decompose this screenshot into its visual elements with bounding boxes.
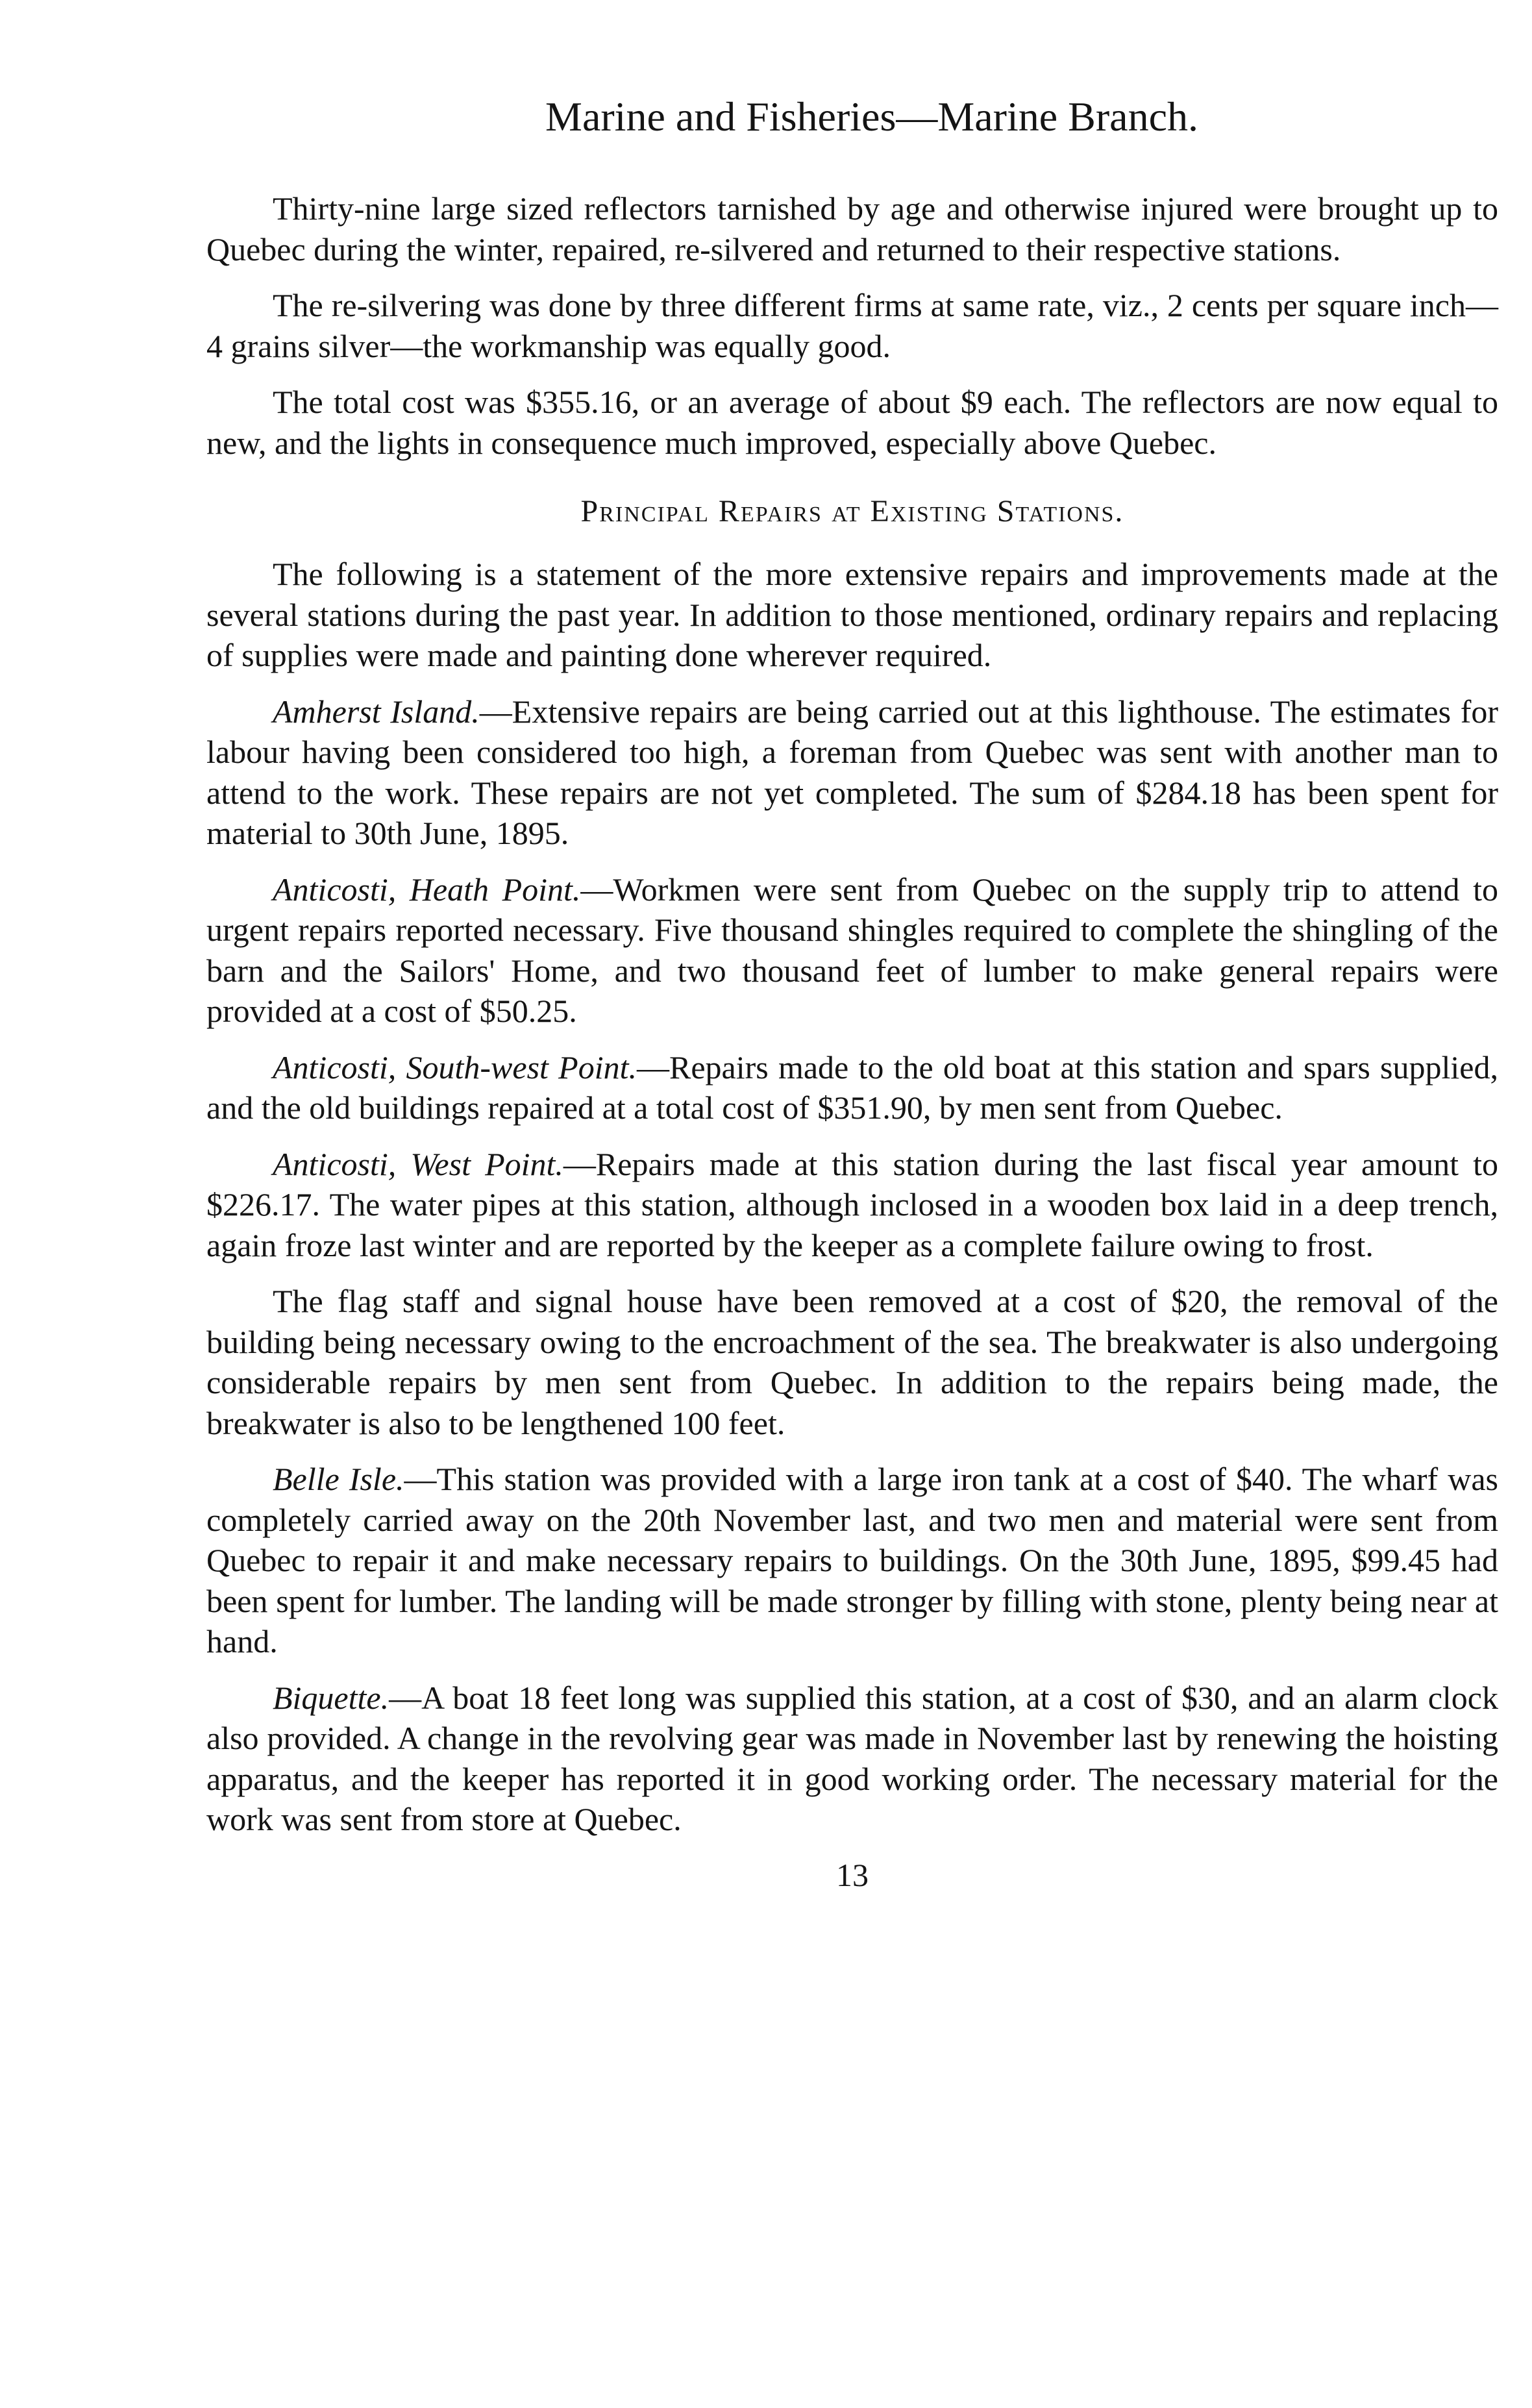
intro-paragraph-resilvering: The re-silvering was done by three different firms at same rate, viz., 2 cents per square inch—4 grains silver—the workmanship was equally good. [206, 287, 1498, 364]
intro-paragraph-total-cost: The total cost was $355.16, or an average of about $9 each. The reflectors are now equal to new, and the lights in consequence much improved, especially above Quebec. [206, 384, 1498, 461]
station-text: —Repairs made at this station during the last fiscal year amount to $226.17. The water pipes at this station, although inclosed in a wooden box laid in a deep trench, again froze last winter and are reported by the keeper as a complete failure owing to frost. [206, 1145, 1498, 1263]
station-text: —Workmen were sent from Quebec on the supply trip to attend to urgent repairs reported necessary. Five thousand shingles required to complete the shingling of the barn and the Sailors' Home, and two thousand feet of lumber to make general repairs were provided at a cost of $50.25. [206, 871, 1498, 1029]
station-paragraph-south-west-point [206, 1047, 1498, 1128]
station-name: Belle Isle. [273, 1461, 404, 1497]
station-text: —A boat 18 feet long was supplied this station, at a cost of $30, and an alarm clock also provided. A change in the revolving gear was made in November last by renewing the hoisting apparatus, and the keeper has reported it in good working order. The necessary material for the work was sent from store at Quebec. [206, 1679, 1498, 1837]
west-point-continued-paragraph: The flag staff and signal house have been removed at a cost of $20, the removal of the building being necessary owing to the encroachment of the sea. The breakwater is also undergoing considerable repairs by men sent from Quebec. In addition to the repairs being made, the breakwater is also to be lengthened 100 feet. [206, 1283, 1498, 1441]
station-name: Anticosti, Heath Point. [273, 871, 581, 908]
station-text: —Extensive repairs are being carried out at this lighthouse. The estimates for labour having been considered too high, a foreman from Quebec was sent with another man to attend to the work. These repairs are not yet completed. The sum of $284.18 has been spent for material to 30th June, 1895. [206, 693, 1498, 851]
station-name: Amherst Island. [273, 693, 480, 730]
document-page [206, 91, 1498, 1894]
station-paragraph-west-point [206, 1144, 1498, 1266]
station-name: Anticosti, South-west Point. [273, 1049, 637, 1086]
station-paragraph-amherst-island [206, 691, 1498, 854]
section-intro-paragraph: The following is a statement of the more extensive repairs and improvements made at the several stations during the past year. In addition to those mentioned, ordinary repairs and replacing of supplies were made and painting done wherever required. [206, 556, 1498, 673]
section-heading: Principal Repairs at Existing Stations. [580, 494, 1124, 528]
intro-paragraph-reflectors: Thirty-nine large sized reflectors tarnished by age and otherwise injured were brought up to Quebec during the winter, repaired, re-silvered and returned to their respective stations. [206, 190, 1498, 267]
station-name: Anticosti, West Point. [273, 1145, 563, 1182]
station-paragraph-biquette [206, 1678, 1498, 1840]
page-number: 13 [836, 1856, 869, 1893]
station-name: Biquette. [273, 1679, 389, 1716]
running-head: Marine and Fisheries—Marine Branch. [545, 93, 1198, 140]
station-text: —Repairs made to the old boat at this station and spars supplied, and the old buildings repaired at a total cost of $351.90, by men sent from Quebec. [206, 1049, 1498, 1126]
station-paragraph-belle-isle [206, 1459, 1498, 1662]
station-paragraph-heath-point [206, 869, 1498, 1032]
station-text: —This station was provided with a large iron tank at a cost of $40. The wharf was completely carried away on the 20th November last, and two men and material were sent from Quebec to repair it and make necessary repairs to buildings. On the 30th June, 1895, $99.45 had been spent for lumber. The landing will be made stronger by filling with stone, plenty being near at hand. [206, 1461, 1499, 1659]
